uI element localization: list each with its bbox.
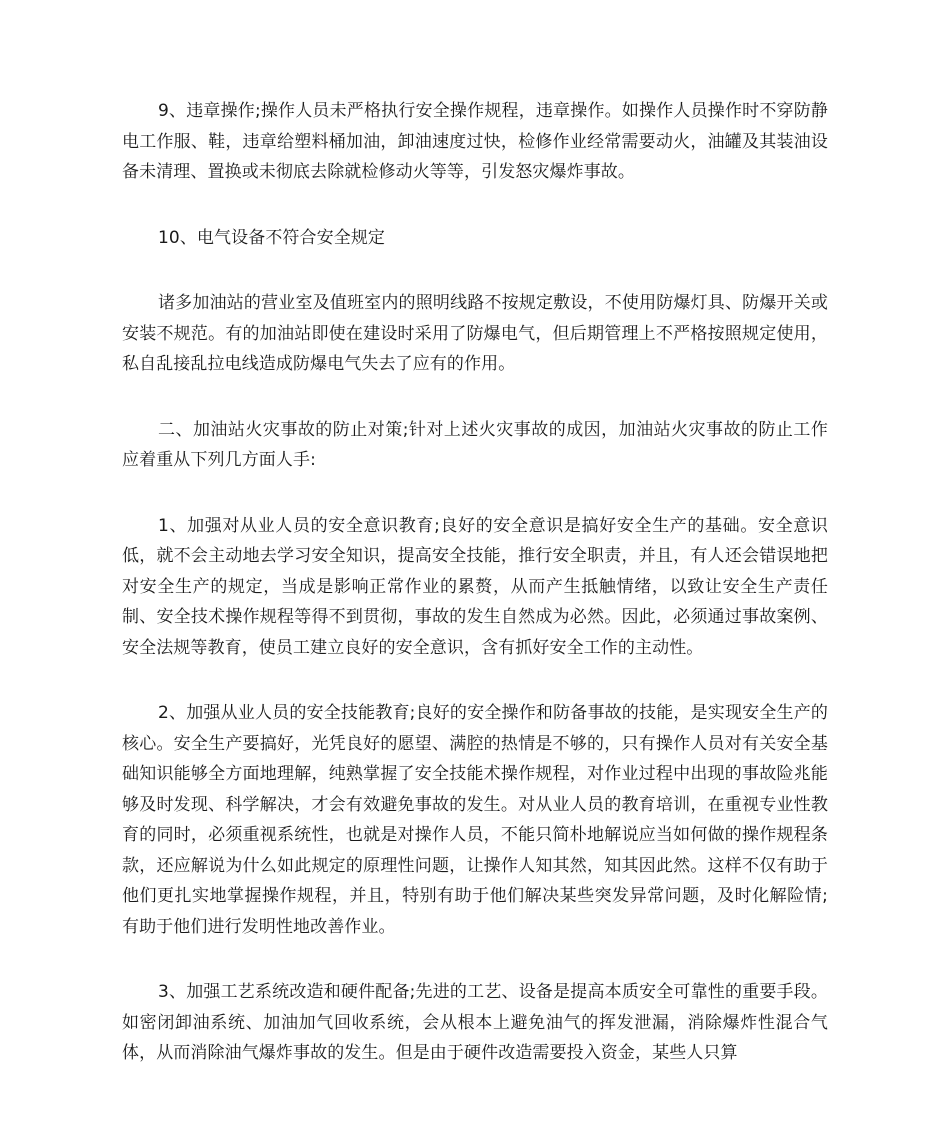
paragraph-electrical-details: 诸多加油站的营业室及值班室内的照明线路不按规定敷设，不使用防爆灯具、防爆开关或安装不规范。有的加油站即使在建设时采用了防爆电气，但后期管理上不严格按照规定使用，私自乱接乱拉电线造成防爆电气失去了应有的作用。 [122, 293, 828, 374]
paragraph-item-1-awareness: 1、加强对从业人员的安全意识教育;良好的安全意识是搞好安全生产的基础。安全意识低，就不会主动地去学习安全知识，提高安全技能，推行安全职责，并且，有人还会错误地把对安全生产的规定，当成是影响正常作业的累赘，从而产生抵触情绪，以致让安全生产责任制、安全技术操作规程等得不到贯彻，事故的发生自然成为必然。因此，必须通过事故案例、安全法规等教育，使员工建立良好的安全意识，含有抓好安全工作的主动性。 [122, 515, 828, 658]
paragraph-item-9-violation: 9、违章操作;操作人员未严格执行安全操作规程，违章操作。如操作人员操作时不穿防静电工作服、鞋，违章给塑料桶加油，卸油速度过快，检修作业经常需要动火，油罐及其装油设备未清理、置换或未彻底去除就检修动火等等，引发怒灾爆炸事故。 [122, 101, 828, 182]
document-body [122, 96, 828, 1104]
paragraph-item-3-equipment: 3、加强工艺系统改造和硬件配备;先进的工艺、设备是提高本质安全可靠性的重要手段。如密闭卸油系统、加油加气回收系统，会从根本上避免油气的挥发泄漏，消除爆炸性混合气体，从而消除油气爆炸事故的发生。但是由于硬件改造需要投入资金，某些人只算 [122, 982, 828, 1063]
paragraph-item-2-skills: 2、加强从业人员的安全技能教育;良好的安全操作和防备事故的技能，是实现安全生产的核心。安全生产要搞好，光凭良好的愿望、满腔的热情是不够的，只有操作人员对有关安全基础知识能够全方面地理解，纯熟掌握了安全技能术操作规程，对作业过程中出现的事故险兆能够及时发现、科学解决，才会有效避免事故的发生。对从业人员的教育培训，在重视专业性教育的同时，必须重视系统性，也就是对操作人员，不能只简朴地解说应当如何做的操作规程条款，还应解说为什么如此规定的原理性问题，让操作人知其然，知其因此然。这样不仅有助于他们更扎实地掌握操作规程，并且，特别有助于他们解决某些突发异常问题，及时化解险情;有助于他们进行发明性地改善作业。 [122, 703, 828, 937]
paragraph-item-10-heading: 10、电气设备不符合安全规定 [158, 227, 386, 248]
section-heading-prevention: 二、加油站火灾事故的防止对策;针对上述火灾事故的成因，加油站火灾事故的防止工作应着重从下列几方面人手: [122, 419, 828, 470]
